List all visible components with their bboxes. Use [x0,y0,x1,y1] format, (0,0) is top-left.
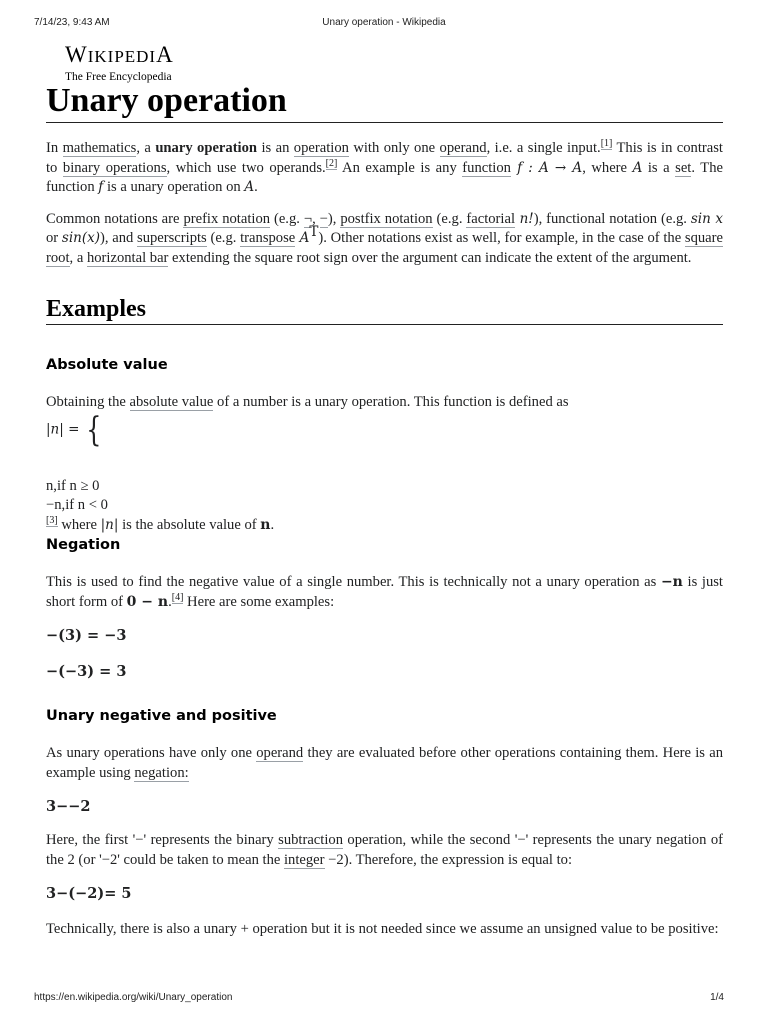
reference-3[interactable]: [3] [46,514,58,526]
link-operand[interactable]: operand [439,140,487,156]
unary-paragraph-1: As unary operations have only one operand they are evaluated before other operations containing them. Here is an example using negation: [46,745,723,781]
math-piecewise-definition: { [86,409,102,450]
print-header [34,17,734,31]
link-function[interactable]: function [462,159,511,176]
print-footer [34,992,734,1006]
equation-negation-1: −(3) = −3 [46,627,127,644]
link-prefix-notation[interactable]: prefix notation [183,210,271,227]
unary-paragraph-3: Technically, there is also a unary + operation but it is not needed since we assume an unsigned value to be positive: [46,921,719,937]
link-transpose[interactable]: transpose [240,230,296,246]
link-square-root[interactable]: square root [46,230,723,266]
print-date: 7/14/23, 9:43 AM [34,17,110,28]
wikipedia-wordmark: WIKIPEDIA [65,42,174,67]
wikipedia-logo[interactable] [65,42,174,84]
link-postfix-notation[interactable]: postfix notation [340,210,433,227]
wikipedia-tagline: The Free Encyclopedia [65,71,172,83]
reference-2[interactable]: [2] [325,157,338,169]
print-page-number: 1/4 [710,992,724,1003]
link-set[interactable]: set [675,159,692,176]
link-negation[interactable]: negation: [134,764,189,781]
absolute-value-paragraph: Obtaining the absolute value of a number is a unary operation. This function is defined as |n| = { [46,394,569,450]
subsection-heading-negation: Negation [46,537,121,553]
link-factorial[interactable]: factorial [466,210,516,227]
math-function-map: f : A → A [510,159,583,176]
reference-4[interactable]: [4] [171,591,184,603]
subsection-heading-absolute-value: Absolute value [46,357,168,373]
link-binary-operations[interactable]: binary operations [62,159,167,176]
math-abs-lhs: |n| = [46,420,80,437]
equation-unary-1: 3−−2 [46,798,91,815]
print-url: https://en.wikipedia.org/wiki/Unary_operation [34,992,233,1003]
link-minus-symbol[interactable]: − [319,210,328,227]
link-absolute-value[interactable]: absolute value [129,394,214,410]
negation-paragraph: This is used to find the negative value of a single number. This is technically not a unary operation as −n is just short form of 0 − n.[4] Here are some examples: [46,574,723,610]
intro-paragraph-1: In mathematics, a unary operation is an operation with only one operand, i.e. a single input.[1] This is in contrast to binary operations, which use two operands.[2] An example is any function f : A → A, where A is a set. The function f is a unary operation on A. [46,138,723,195]
equation-negation-2: −(−3) = 3 [46,663,127,680]
link-horizontal-bar[interactable]: horizontal bar [86,249,169,266]
article-content: In mathematics, a unary operation is an operation with only one operand, i.e. a single input.[1] This is in contrast to binary operations, which use two operands.[2] An example is any function f : A → A, where A is a set. The function f is a unary operation on A. Common notations are prefix notation (e.g. ¬, −), postfix notation (e.g. factorial n!), functional notation (e.g. sin x or sin(x)), and superscripts (e.g. transpose $A^T$). Other notations exist as well, for example, in the case of the square root, a horizontal bar extending the square root sign over the argument can indicate the extent of the argument. Examples Absolute value Obtaining the absolute value of a number is a unary operation. This function is defined as |n| = { n,if n ≥ 0 −n,if n < 0 [3] where |n| is the absolute value of n. Negation This is used to find the negative value of a single number. This is technically not a unary operation as −n is just short form of 0 − n.[4] Here are some examples: −(3) = −3 −(−3) = 3 Unary negative and positive As unary operations have only one operand they are evaluated before other operations containing them. Here is an example using negation: 3−−2 Here, the first '−' represents the binary subtraction operation, while the second '−' represents the unary negation of the 2 (or '−2' could be taken to mean the integer −2). Therefore, the expression is equal to: 3−(−2)= 5 Technically, there is also a unary + operation but it is not needed since we assume an unsigned value to be positive: [46,139,723,940]
reference-1[interactable]: [1] [600,138,613,150]
link-operation[interactable]: operation [293,140,349,156]
subsection-heading-unary-negative-positive: Unary negative and positive [46,708,277,724]
link-superscripts[interactable]: superscripts [137,230,207,246]
intro-paragraph-2: Common notations are prefix notation (e.g. ¬, −), postfix notation (e.g. factorial n!), functional notation (e.g. sin x or sin(x)), and superscripts (e.g. transpose $A^T$). Other notations exist as well, for example, in the case of the square root, a horizontal bar extending the square root sign over the argument can indicate the extent of the argument. [46,210,723,266]
page-title: Unary operation [46,80,723,123]
print-page-title: Unary operation - Wikipedia [322,17,446,28]
bold-term: unary operation [155,140,258,156]
link-operand-2[interactable]: operand [256,745,304,761]
link-mathematics[interactable]: mathematics [62,140,137,156]
equation-unary-2: 3−(−2)= 5 [46,885,132,902]
link-subtraction[interactable]: subtraction [278,832,343,848]
link-negation-symbol[interactable]: ¬ [303,210,313,227]
link-integer[interactable]: integer [284,851,325,868]
unary-paragraph-2: Here, the first '−' represents the binary subtraction operation, while the second '−' represents the unary negation of the 2 (or '−2' could be taken to mean the integer −2). Therefore, the expression is equal to: [46,832,723,868]
section-heading-examples: Examples [46,294,723,325]
